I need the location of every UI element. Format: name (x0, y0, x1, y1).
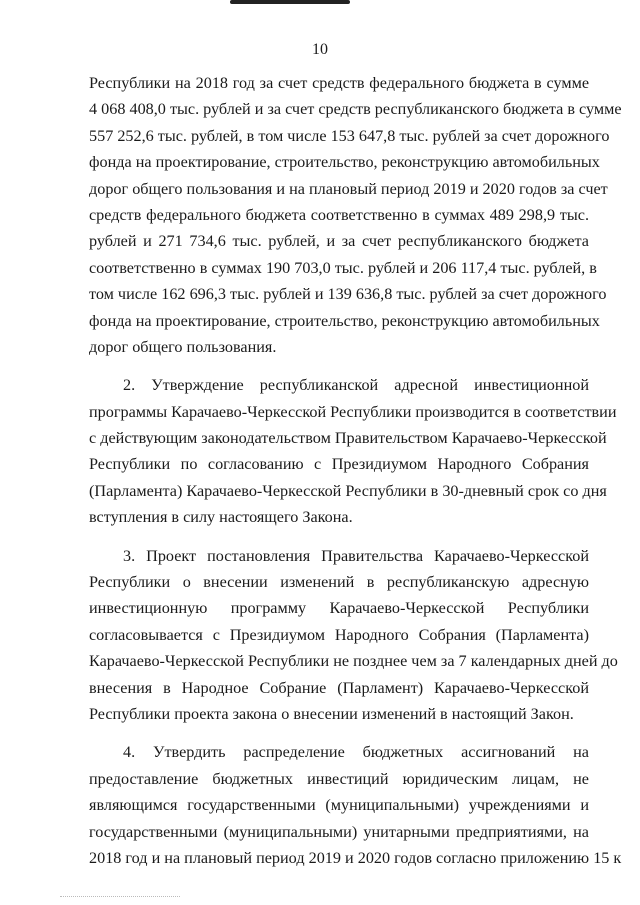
text-line: Республики на 2018 год за счет средств федерального бюджета в сумме (89, 74, 589, 92)
text-line: 2. Утверждение республиканской адресной инвестиционной (123, 376, 589, 395)
text-line: с действующим законодательством Правительством Карачаево-Черкесской (89, 429, 607, 448)
text-line: (Парламента) Карачаево-Черкесской Республики в 30-дневный срок со дня (89, 481, 607, 500)
page-number: 10 (312, 41, 328, 58)
text-line: Республики проекта закона о внесении изменений в настоящий Закон. (89, 704, 574, 723)
text-line: внесения в Народное Собрание (Парламент) Карачаево-Черкесской (89, 678, 589, 697)
paragraph-3 (89, 543, 618, 728)
text-line: являющимся государственными (муниципальными) учреждениями и (89, 796, 589, 815)
text-line: предоставление бюджетных инвестиций юридическим лицам, не (89, 769, 589, 788)
paragraph-4 (89, 739, 622, 871)
paragraph-2 (89, 372, 617, 530)
text-line: соответственно в суммах 190 703,0 тыс. рублей и 206 117,4 тыс. рублей, в (89, 258, 597, 277)
text-line: согласовывается с Президиумом Народного Собрания (Парламента) (89, 625, 589, 644)
text-line: Республики по согласованию с Президиумом Народного Собрания (89, 455, 589, 474)
text-line: средств федерального бюджета соответственно в суммах 489 298,9 тыс. (89, 205, 589, 224)
text-line: дорог общего пользования и на плановый период 2019 и 2020 годов за счет (89, 179, 608, 198)
text-line: Карачаево-Черкесской Республики не позднее чем за 7 календарных дней до (89, 652, 618, 671)
text-line: программы Карачаево-Черкесской Республики производится в соответствии (89, 402, 617, 421)
text-line: 4. Утвердить распределение бюджетных ассигнований на (123, 743, 589, 762)
scan-artifact (230, 0, 350, 4)
text-line: инвестиционную программу Карачаево-Черкесской Республики (89, 599, 589, 618)
text-line: 4 068 408,0 тыс. рублей и за счет средств республиканского бюджета в сумме (89, 100, 622, 119)
scan-artifact (60, 896, 180, 899)
text-line: рублей и 271 734,6 тыс. рублей, и за счет республиканского бюджета (89, 232, 589, 251)
text-line: вступления в силу настоящего Закона. (89, 508, 353, 527)
document-body (89, 70, 622, 871)
text-line: 2018 год и на плановый период 2019 и 2020 годов согласно приложению 15 к (89, 848, 622, 867)
text-line: 557 252,6 тыс. рублей, в том числе 153 647,8 тыс. рублей за счет дорожного (89, 126, 610, 145)
text-line: фонда на проектирование, строительство, реконструкцию автомобильных (89, 153, 600, 172)
text-line: государственными (муниципальными) унитарными предприятиями, на (89, 822, 589, 841)
paragraph-1 (89, 70, 622, 360)
text-line: том числе 162 696,3 тыс. рублей и 139 636,8 тыс. рублей за счет дорожного (89, 285, 607, 304)
text-line: фонда на проектирование, строительство, реконструкцию автомобильных (89, 311, 600, 330)
text-line: дорог общего пользования. (89, 337, 277, 356)
text-line: Республики о внесении изменений в республиканскую адресную (89, 573, 589, 592)
text-line: 3. Проект постановления Правительства Карачаево-Черкесской (123, 546, 589, 565)
